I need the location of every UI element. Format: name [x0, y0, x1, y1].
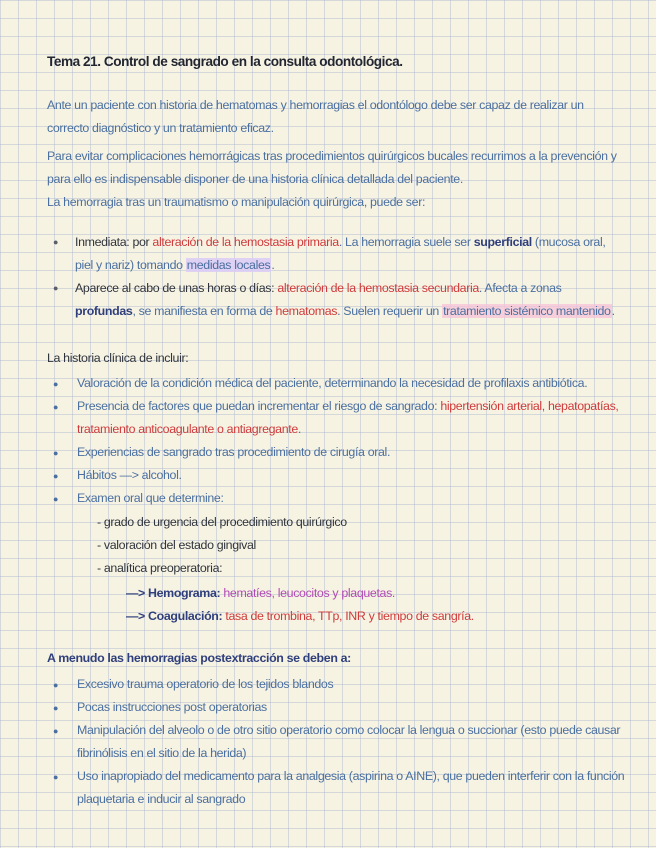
history-item-2-line-1 [77, 399, 619, 413]
bullet-dot: ● [53, 726, 59, 736]
lab-hemograma-label: —> Hemograma: [126, 586, 221, 600]
lab-hemograma [126, 586, 395, 600]
intro-paragraph-2-line-2: para ello es indispensable disponer de una historia clínica detallada del paciente. [47, 172, 463, 186]
lab-coagulacion-values: tasa de trombina, TTp, INR y tiempo de sangría. [222, 609, 474, 623]
bullet-dot: ● [53, 494, 59, 504]
cause-item-3-line-1: Manipulación del alveolo o de otro sitio operatorio como colocar la lengua o succionar (esto puede causar [77, 723, 621, 737]
type-immediate-location: (mucosa oral, [531, 235, 606, 249]
cause-item-4-line-1: Uso inapropiado del medicamento para la analgesia (aspirina o AINE), que pueden interferir con la función [77, 769, 625, 783]
cause-item-4-line-2: plaquetaria e inducir al sangrado [77, 792, 246, 806]
intro-paragraph-2-line-1: Para evitar complicaciones hemorrágicas tras procedimientos quirúrgicos bucales recurrimos a la prevención y [47, 149, 617, 163]
history-item-3: Experiencias de sangrado tras procedimiento de cirugía oral. [77, 445, 391, 459]
cause-item-3-line-2: fibrinólisis en el sitio de la herida) [77, 746, 247, 760]
type-immediate-treatment: medidas locales [186, 258, 271, 272]
causes-heading: A menudo las hemorragias postextracción se deben a: [47, 651, 351, 665]
history-sub-item-2: - valoración del estado gingival [97, 538, 256, 552]
type-immediate-cause: alteración de la hemostasia primaria [152, 235, 339, 249]
intro-paragraph-1-line-2: correcto diagnóstico y un tratamiento eficaz. [47, 121, 274, 135]
bullet-dot: ● [53, 379, 59, 389]
type-delayed-manifest: , se manifiesta en forma de [132, 304, 276, 318]
type-immediate-text: . La hemorragia suele ser [338, 235, 474, 249]
history-sub-item-3: - analítica preoperatoria: [97, 561, 223, 575]
type-delayed-treatment: tratamiento sistémico mantenido [443, 304, 611, 318]
lab-coagulacion [126, 609, 474, 623]
history-heading: La historia clínica de incluir: [47, 351, 189, 365]
type-delayed-text: . Afecta a zonas [478, 281, 562, 295]
bullet-dot: ● [53, 772, 59, 782]
type-delayed-hematomas: hematomas [275, 304, 338, 318]
bullet-dot: ● [53, 237, 59, 247]
type-delayed-cause: alteración de la hemostasia secundaria [277, 281, 479, 295]
type-immediate-superficial: superficial [473, 235, 532, 249]
type-delayed-require: . Suelen requerir un [337, 304, 443, 318]
bullet-dot: ● [53, 703, 59, 713]
intro-paragraph-1-line-1: Ante un paciente con historia de hematomas y hemorragias el odontólogo debe ser capaz de realizar un [47, 98, 584, 112]
cause-item-2: Pocas instrucciones post operatorias [77, 700, 267, 714]
history-item-2-text: Presencia de factores que puedan incrementar el riesgo de sangrado: [77, 399, 441, 413]
type-immediate-period: . [271, 258, 275, 272]
history-item-2-line-2 [77, 422, 301, 436]
intro-paragraph-3: La hemorragia tras un traumatismo o manipulación quirúrgica, puede ser: [47, 195, 426, 209]
history-item-2-period: . [297, 422, 301, 436]
bullet-dot: ● [53, 680, 59, 690]
type-delayed-deep: profundas [75, 304, 133, 318]
history-sub-item-1: - grado de urgencia del procedimiento quirúrgico [97, 515, 347, 529]
history-item-2-factors: hipertensión arterial, hepatopatías, [440, 399, 619, 413]
type-delayed-line-1 [75, 281, 562, 295]
history-item-4: Hábitos —> alcohol. [77, 468, 182, 482]
type-immediate-line-1 [75, 235, 605, 249]
bullet-dot: ● [53, 283, 59, 293]
history-item-2-treatment: tratamiento anticoagulante o antiagregante [77, 422, 298, 436]
bullet-dot: ● [53, 402, 59, 412]
history-item-5: Examen oral que determine: [77, 491, 224, 505]
type-delayed-label: Aparece al cabo de unas horas o días: [75, 281, 278, 295]
page-title: Tema 21. Control de sangrado en la consulta odontológica. [47, 54, 403, 69]
bullet-dot: ● [53, 471, 59, 481]
type-immediate-label: Inmediata: por [75, 235, 153, 249]
lab-coagulacion-label: —> Coagulación: [126, 609, 223, 623]
type-immediate-location-end: piel y nariz) tomando [75, 258, 186, 272]
lab-hemograma-values: hematíes, leucocitos y plaquetas. [220, 586, 396, 600]
cause-item-1: Excesivo trauma operatorio de los tejidos blandos [77, 677, 334, 691]
type-delayed-line-2 [75, 304, 615, 318]
type-delayed-period: . [611, 304, 615, 318]
history-item-1: Valoración de la condición médica del paciente, determinando la necesidad de profilaxis antibiótica. [77, 376, 588, 390]
type-immediate-line-2 [75, 258, 274, 272]
bullet-dot: ● [53, 448, 59, 458]
